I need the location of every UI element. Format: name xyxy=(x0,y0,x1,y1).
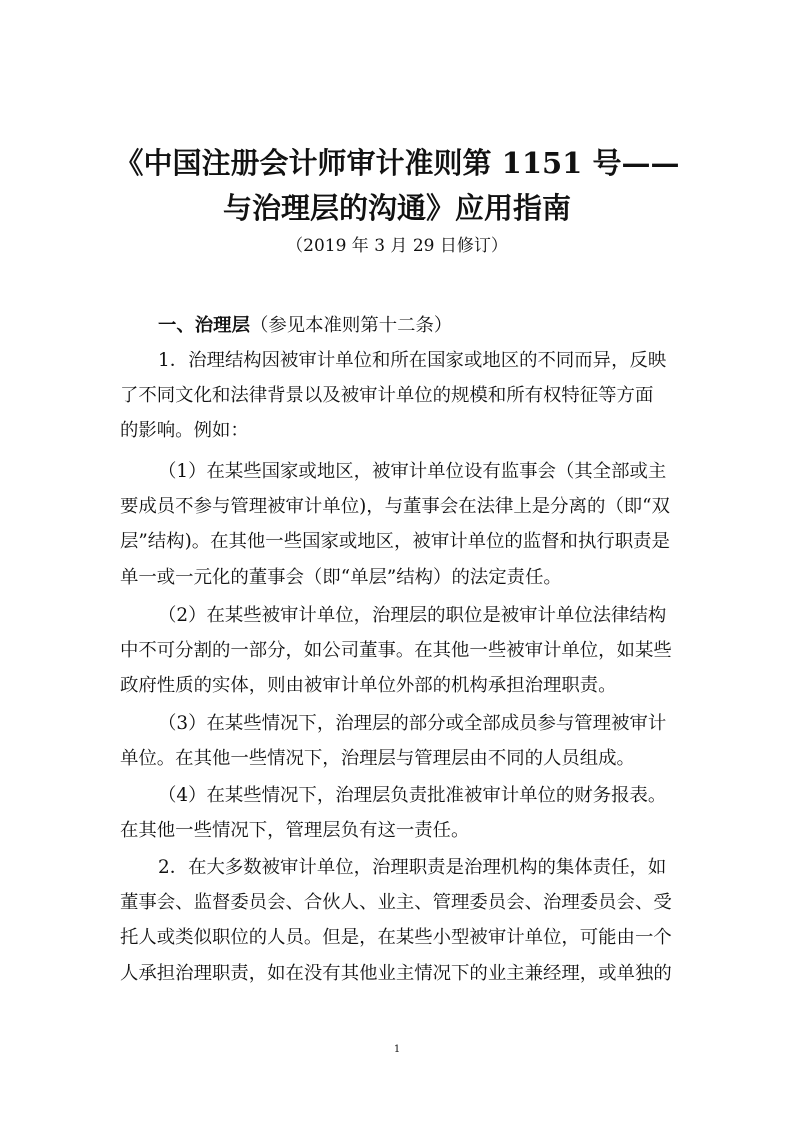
page-number: 1 xyxy=(393,1044,401,1055)
paragraph-line: （1）在某些国家或地区，被审计单位设有监事会（其全部或主 xyxy=(158,461,667,482)
paragraph-line: 在其他一些情况下，管理层负有这一责任。 xyxy=(120,820,470,842)
section-heading-title: 一、治理层 xyxy=(158,315,250,336)
paragraph-line: （3）在某些情况下，治理层的部分或全部成员参与管理被审计 xyxy=(158,713,667,734)
paragraph-1 xyxy=(120,343,676,449)
revision-date: （2019 年 3 月 29 日修订） xyxy=(286,236,508,256)
paragraph-line: 了不同文化和法律背景以及被审计单位的规模和所有权特征等方面 xyxy=(120,385,654,407)
paragraph-item-4 xyxy=(120,778,676,848)
paragraph-item-2 xyxy=(120,598,676,704)
paragraph-line: 单位。在其他一些情况下，治理层与管理层由不同的人员组成。 xyxy=(120,748,635,770)
paragraph-line: 董事会、监督委员会、合伙人、业主、管理委员会、治理委员会、受 xyxy=(120,892,672,914)
paragraph-line: 的影响。例如： xyxy=(120,420,249,442)
paragraph-line: 单一或一元化的董事会（即“单层”结构）的法定责任。 xyxy=(120,566,562,588)
paragraph-item-1 xyxy=(120,454,676,595)
paragraph-line: 1．治理结构因被审计单位和所在国家或地区的不同而异，反映 xyxy=(158,350,667,371)
paragraph-line: （4）在某些情况下，治理层负责批准被审计单位的财务报表。 xyxy=(158,785,667,806)
document-title-line-2: 与治理层的沟通》应用指南 xyxy=(222,191,571,225)
paragraph-line: 人承担治理职责，如在没有其他业主情况下的业主兼经理，或单独的 xyxy=(120,962,672,984)
document-title-line-1: 《中国注册会计师审计准则第 1151 号—— xyxy=(114,146,680,180)
paragraph-item-3 xyxy=(120,706,676,776)
section-heading xyxy=(120,308,676,343)
paragraph-line: 政府性质的实体，则由被审计单位外部的机构承担治理职责。 xyxy=(120,675,617,697)
paragraph-line: （2）在某些被审计单位，治理层的职位是被审计单位法律结构 xyxy=(158,605,667,626)
paragraph-line: 托人或类似职位的人员。但是，在某些小型被审计单位，可能由一个 xyxy=(120,927,672,949)
paragraph-line: 要成员不参与管理被审计单位)，与董事会在法律上是分离的（即“双 xyxy=(120,496,670,518)
paragraph-line: 中不可分割的一部分，如公司董事。在其他一些被审计单位，如某些 xyxy=(120,640,672,662)
section-heading-reference: （参见本准则第十二条） xyxy=(249,315,453,336)
paragraph-2 xyxy=(120,850,676,991)
paragraph-line: 2．在大多数被审计单位，治理职责是治理机构的集体责任，如 xyxy=(158,857,667,878)
paragraph-line: 层”结构)。在其他一些国家或地区，被审计单位的监督和执行职责是 xyxy=(120,531,670,553)
